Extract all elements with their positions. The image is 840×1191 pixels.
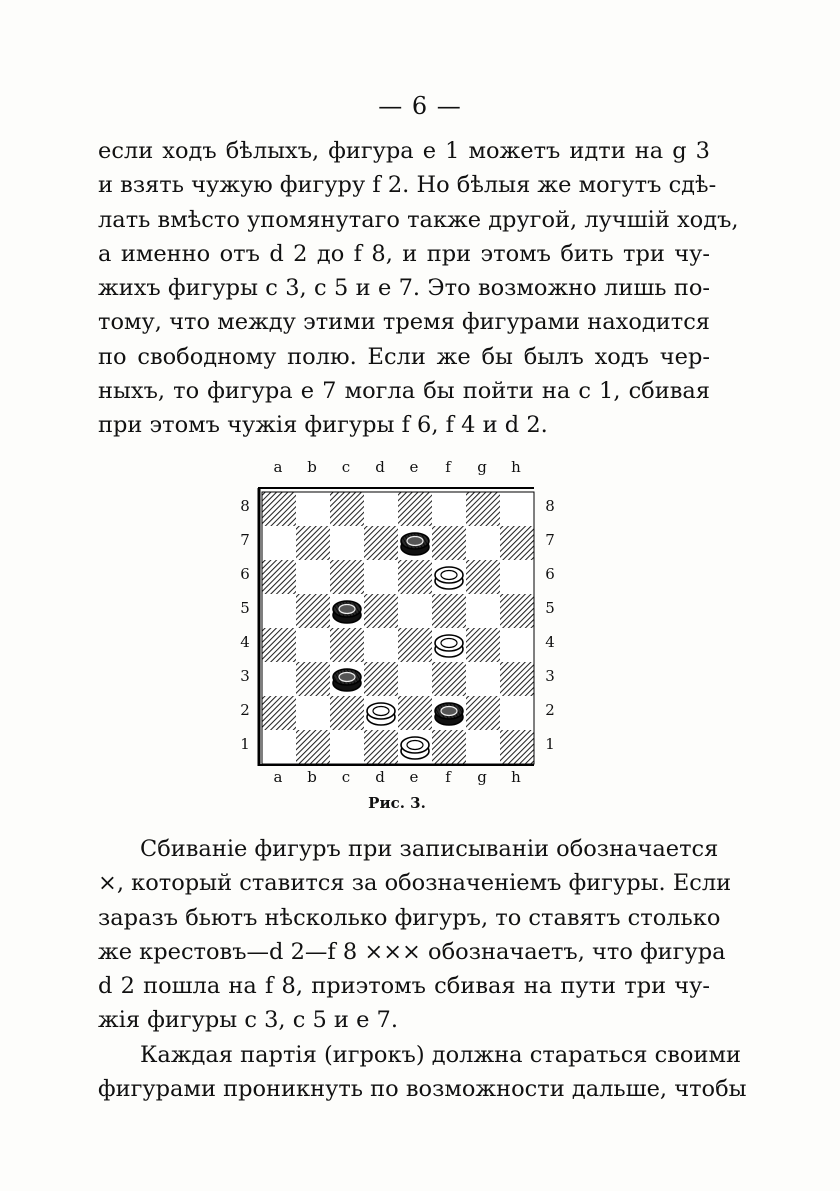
- white-piece-e1: [400, 732, 430, 762]
- paragraph-3: [98, 1038, 747, 1107]
- dark-square-g6: [466, 560, 500, 594]
- dark-square-g8: [466, 492, 500, 526]
- light-square-c7: [330, 526, 364, 560]
- light-square-c1: [330, 730, 364, 764]
- dark-square-a6: [262, 560, 296, 594]
- black-piece-c3: [332, 664, 362, 694]
- dark-square-d1: [364, 730, 398, 764]
- light-square-d6: [364, 560, 398, 594]
- text-line: Сбиваніе фигуръ при записываніи обозначается: [140, 836, 719, 862]
- dark-square-c8: [330, 492, 364, 526]
- dark-square-f5: [432, 594, 466, 628]
- dark-square-b7: [296, 526, 330, 560]
- dark-square-f7: [432, 526, 466, 560]
- light-square-g3: [466, 662, 500, 696]
- dark-square-d7: [364, 526, 398, 560]
- light-square-d4: [364, 628, 398, 662]
- rank-label-right: 5: [545, 599, 555, 617]
- white-piece-f4: [434, 630, 464, 660]
- white-piece-d2: [366, 698, 396, 728]
- text-line: жихъ фигуры с 3, с 5 и е 7. Это возможно лишь по-: [98, 275, 710, 302]
- dark-square-h3: [500, 662, 534, 696]
- light-square-b8: [296, 492, 330, 526]
- light-square-h6: [500, 560, 534, 594]
- rank-label-right: 6: [545, 565, 555, 583]
- file-label-bottom: b: [307, 768, 317, 786]
- dark-square-c2: [330, 696, 364, 730]
- rank-label-right: 4: [545, 633, 555, 651]
- file-label: e: [409, 458, 419, 476]
- rank-label-left: 5: [240, 599, 250, 617]
- light-square-d8: [364, 492, 398, 526]
- file-label: h: [511, 458, 521, 476]
- dark-square-f3: [432, 662, 466, 696]
- rank-label-right: 3: [545, 667, 555, 685]
- dark-square-a8: [262, 492, 296, 526]
- paragraph-2: [98, 832, 732, 1038]
- file-label: d: [375, 458, 385, 476]
- light-square-e5: [398, 594, 432, 628]
- text-line: тому, что между этими тремя фигурами находится: [98, 309, 710, 336]
- light-square-g7: [466, 526, 500, 560]
- rank-label-left: 3: [240, 667, 250, 685]
- page-number: — 6 —: [378, 92, 462, 120]
- text-line: лать вмѣсто упомянутаго также другой, лучшій ходъ,: [98, 206, 739, 233]
- text-line: же крестовъ—d 2—f 8 ××× обозначаетъ, что фигура: [98, 938, 726, 965]
- text-line: заразъ бьютъ нѣсколько фигуръ, то ставятъ столько: [98, 904, 721, 931]
- black-piece-e7: [400, 528, 430, 558]
- file-label-bottom: a: [273, 768, 283, 786]
- file-label: b: [307, 458, 317, 476]
- text-line: ×, который ставится за обозначеніемъ фигуры. Если: [98, 870, 732, 897]
- file-label-bottom: e: [409, 768, 419, 786]
- file-label-bottom: f: [445, 768, 451, 786]
- file-label-bottom: g: [477, 768, 487, 786]
- light-square-h8: [500, 492, 534, 526]
- checkerboard: [250, 484, 536, 766]
- dark-square-h5: [500, 594, 534, 628]
- dark-square-g2: [466, 696, 500, 730]
- light-square-a3: [262, 662, 296, 696]
- rank-label-right: 2: [545, 701, 555, 719]
- file-label-bottom: c: [341, 768, 351, 786]
- light-square-h4: [500, 628, 534, 662]
- light-square-e3: [398, 662, 432, 696]
- rank-label-left: 7: [240, 531, 250, 549]
- text-line: ныхъ, то фигура е 7 могла бы пойти на с 1, сбивая: [98, 378, 710, 405]
- figure-caption: Рис. 3.: [368, 794, 426, 812]
- text-line: жія фигуры с 3, с 5 и е 7.: [98, 1007, 399, 1034]
- dark-square-f1: [432, 730, 466, 764]
- dark-square-h1: [500, 730, 534, 764]
- light-square-h2: [500, 696, 534, 730]
- dark-square-e4: [398, 628, 432, 662]
- board-squares: [262, 492, 534, 764]
- text-line: если ходъ бѣлыхъ, фигура е 1 можетъ идти на g 3: [98, 138, 710, 164]
- dark-square-c4: [330, 628, 364, 662]
- dark-square-h7: [500, 526, 534, 560]
- text-line: d 2 пошла на f 8, приэтомъ сбивая на пути три чу-: [98, 973, 710, 1000]
- rank-label-right: 1: [545, 735, 555, 753]
- light-square-f8: [432, 492, 466, 526]
- rank-label-left: 2: [240, 701, 250, 719]
- dark-square-b1: [296, 730, 330, 764]
- black-piece-f2: [434, 698, 464, 728]
- text-line: по свободному полю. Если же бы былъ ходъ чер-: [98, 343, 710, 370]
- light-square-g5: [466, 594, 500, 628]
- file-label-bottom: d: [375, 768, 385, 786]
- dark-square-c6: [330, 560, 364, 594]
- file-label: a: [273, 458, 283, 476]
- light-square-a5: [262, 594, 296, 628]
- text-line: а именно отъ d 2 до f 8, и при этомъ бить три чу-: [98, 240, 710, 267]
- light-square-a7: [262, 526, 296, 560]
- dark-square-g4: [466, 628, 500, 662]
- text-line: при этомъ чужія фигуры f 6, f 4 и d 2.: [98, 412, 548, 439]
- light-square-b4: [296, 628, 330, 662]
- text-line: Каждая партія (игрокъ) должна стараться своими: [140, 1042, 741, 1068]
- black-piece-c5: [332, 596, 362, 626]
- white-piece-f6: [434, 562, 464, 592]
- dark-square-a4: [262, 628, 296, 662]
- rank-label-left: 1: [240, 735, 250, 753]
- light-square-b2: [296, 696, 330, 730]
- file-label: f: [445, 458, 451, 476]
- rank-label-left: 4: [240, 633, 250, 651]
- light-square-a1: [262, 730, 296, 764]
- rank-label-right: 7: [545, 531, 555, 549]
- paragraph-1: [98, 134, 739, 443]
- file-label: c: [341, 458, 351, 476]
- text-line: фигурами проникнуть по возможности дальше, чтобы: [98, 1076, 747, 1103]
- dark-square-e2: [398, 696, 432, 730]
- light-square-g1: [466, 730, 500, 764]
- rank-label-left: 8: [240, 497, 250, 515]
- dark-square-a2: [262, 696, 296, 730]
- dark-square-d5: [364, 594, 398, 628]
- light-square-b6: [296, 560, 330, 594]
- dark-square-e8: [398, 492, 432, 526]
- dark-square-b3: [296, 662, 330, 696]
- rank-label-right: 8: [545, 497, 555, 515]
- text-line: и взять чужую фигуру f 2. Но бѣлыя же могутъ сдѣ-: [98, 172, 717, 199]
- file-label-bottom: h: [511, 768, 521, 786]
- rank-label-left: 6: [240, 565, 250, 583]
- dark-square-b5: [296, 594, 330, 628]
- dark-square-e6: [398, 560, 432, 594]
- dark-square-d3: [364, 662, 398, 696]
- file-label: g: [477, 458, 487, 476]
